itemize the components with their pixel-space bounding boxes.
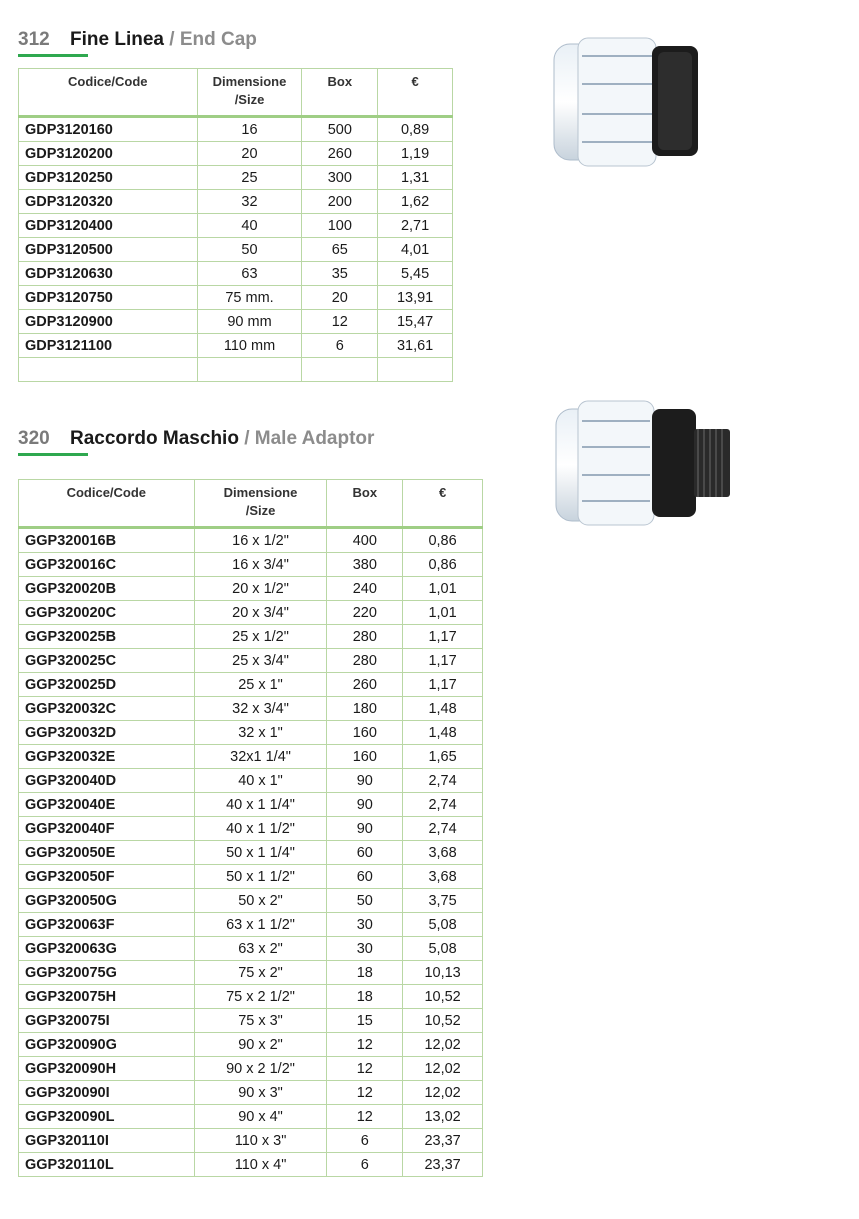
cell-code: GDP3120630: [19, 262, 198, 286]
cell-code: GDP3120320: [19, 190, 198, 214]
section-number: 320: [18, 428, 50, 449]
table-row: [19, 1153, 483, 1177]
cell-size: 50: [197, 238, 302, 262]
cell-size: 50 x 2": [194, 889, 327, 913]
cell-code: GGP320075I: [19, 1009, 195, 1033]
cell-box: 180: [327, 697, 403, 721]
table-row: [19, 166, 453, 190]
cell-price: 5,08: [403, 937, 483, 961]
cell-size: 32 x 1": [194, 721, 327, 745]
cell-box: 20: [302, 286, 378, 310]
cell-price: 1,62: [378, 190, 453, 214]
cell-box: 12: [327, 1057, 403, 1081]
cell-size: 16 x 1/2": [194, 528, 327, 553]
table-row: [19, 1105, 483, 1129]
cell-code: GGP320032E: [19, 745, 195, 769]
cell-price: 1,01: [403, 577, 483, 601]
cell-box: 260: [302, 142, 378, 166]
cell-code: GGP320020C: [19, 601, 195, 625]
cell-price: 13,91: [378, 286, 453, 310]
cell-price: 0,86: [403, 553, 483, 577]
table-row: [19, 649, 483, 673]
cell-box: 200: [302, 190, 378, 214]
cell-size: 75 x 2": [194, 961, 327, 985]
cell-price: 1,31: [378, 166, 453, 190]
cell-price: 10,52: [403, 985, 483, 1009]
cell-price: 5,45: [378, 262, 453, 286]
cell-box: 6: [327, 1153, 403, 1177]
cell-price: 13,02: [403, 1105, 483, 1129]
cell-size: 75 x 3": [194, 1009, 327, 1033]
header-size: [194, 480, 327, 528]
cell-code: GGP320050G: [19, 889, 195, 913]
cell-size: 75 x 2 1/2": [194, 985, 327, 1009]
table-row: [19, 817, 483, 841]
header-size-label: Dimensione /Size: [223, 485, 298, 518]
cell-code: GDP3120750: [19, 286, 198, 310]
table-row: [19, 577, 483, 601]
cell-price: 1,17: [403, 649, 483, 673]
cell-box: 500: [302, 117, 378, 142]
cell-price: 0,86: [403, 528, 483, 553]
section-title-underline: [18, 54, 88, 57]
cell-code: GGP320075H: [19, 985, 195, 1009]
cell-price: 1,01: [403, 601, 483, 625]
section-title-it: Fine Linea: [70, 29, 164, 50]
table-row: [19, 238, 453, 262]
cell-box: 100: [302, 214, 378, 238]
cell-box: 6: [327, 1129, 403, 1153]
header-price: €: [403, 480, 483, 528]
cell-price: 3,75: [403, 889, 483, 913]
cell-code: GGP320050F: [19, 865, 195, 889]
table-row: [19, 334, 453, 358]
section-end-cap: [18, 28, 257, 56]
cell-size: 90 mm: [197, 310, 302, 334]
cell-size: 32x1 1/4": [194, 745, 327, 769]
cell-size: [197, 358, 302, 382]
section-title: [18, 427, 374, 455]
table-row: [19, 528, 483, 553]
table-row: [19, 601, 483, 625]
header-box: Box: [302, 69, 378, 117]
cell-code: GGP320016B: [19, 528, 195, 553]
cell-code: GGP320040E: [19, 793, 195, 817]
table-row: [19, 142, 453, 166]
cell-size: 25 x 1": [194, 673, 327, 697]
header-box: Box: [327, 480, 403, 528]
cell-price: 5,08: [403, 913, 483, 937]
cell-box: 90: [327, 793, 403, 817]
cell-size: 40: [197, 214, 302, 238]
cell-size: 40 x 1 1/2": [194, 817, 327, 841]
cell-code: GGP320090I: [19, 1081, 195, 1105]
cell-size: 63 x 1 1/2": [194, 913, 327, 937]
section-title-en: End Cap: [179, 29, 257, 50]
cell-size: 110 x 4": [194, 1153, 327, 1177]
table-row: [19, 697, 483, 721]
table-header-row: [19, 69, 453, 117]
cell-size: 16 x 3/4": [194, 553, 327, 577]
table-row: [19, 673, 483, 697]
section-title-separator: /: [244, 428, 250, 449]
cell-code: GDP3120500: [19, 238, 198, 262]
cell-price: 10,13: [403, 961, 483, 985]
header-size: [197, 69, 302, 117]
cell-code: GGP320040F: [19, 817, 195, 841]
male-adaptor-table: [18, 479, 483, 1177]
cell-size: 16: [197, 117, 302, 142]
cell-box: 380: [327, 553, 403, 577]
cell-size: 63 x 2": [194, 937, 327, 961]
section-title-it: Raccordo Maschio: [70, 428, 239, 449]
cell-price: 1,17: [403, 673, 483, 697]
cell-price: 23,37: [403, 1153, 483, 1177]
table-row: [19, 913, 483, 937]
table-header-row: [19, 480, 483, 528]
cell-code: GDP3120900: [19, 310, 198, 334]
table-row: [19, 745, 483, 769]
table-row: [19, 553, 483, 577]
cell-code: GGP320040D: [19, 769, 195, 793]
cell-code: GGP320025D: [19, 673, 195, 697]
cell-price: 1,17: [403, 625, 483, 649]
cell-box: 400: [327, 528, 403, 553]
cell-code: GGP320025B: [19, 625, 195, 649]
table-row: [19, 358, 453, 382]
cell-code: GGP320020B: [19, 577, 195, 601]
header-size-label: Dimensione /Size: [212, 74, 287, 107]
cell-box: 30: [327, 913, 403, 937]
cell-box: 280: [327, 625, 403, 649]
cell-code: GGP320025C: [19, 649, 195, 673]
cell-code: GGP320110I: [19, 1129, 195, 1153]
cell-code: GDP3120250: [19, 166, 198, 190]
cell-size: 20 x 3/4": [194, 601, 327, 625]
cell-size: 32: [197, 190, 302, 214]
table-row: [19, 190, 453, 214]
header-code: Codice/Code: [19, 480, 195, 528]
cell-price: 1,48: [403, 721, 483, 745]
cell-price: 12,02: [403, 1033, 483, 1057]
cell-box: 60: [327, 865, 403, 889]
table-row: [19, 961, 483, 985]
section-title-en: Male Adaptor: [254, 428, 375, 449]
table-row: [19, 262, 453, 286]
cell-size: 90 x 2 1/2": [194, 1057, 327, 1081]
cell-code: GGP320090G: [19, 1033, 195, 1057]
cell-box: 15: [327, 1009, 403, 1033]
table-row: [19, 1081, 483, 1105]
table-row: [19, 721, 483, 745]
section-male-adaptor: [18, 427, 374, 455]
cell-size: 110 x 3": [194, 1129, 327, 1153]
cell-size: 90 x 4": [194, 1105, 327, 1129]
cell-box: 60: [327, 841, 403, 865]
cell-price: 3,68: [403, 865, 483, 889]
cell-code: GGP320110L: [19, 1153, 195, 1177]
cell-box: 65: [302, 238, 378, 262]
cell-box: 50: [327, 889, 403, 913]
cell-box: 280: [327, 649, 403, 673]
cell-code: GGP320063F: [19, 913, 195, 937]
cell-code: [19, 358, 198, 382]
table-row: [19, 769, 483, 793]
cell-price: 4,01: [378, 238, 453, 262]
cell-box: 30: [327, 937, 403, 961]
table-row: [19, 625, 483, 649]
header-price: €: [378, 69, 453, 117]
cell-price: 0,89: [378, 117, 453, 142]
cell-price: 15,47: [378, 310, 453, 334]
cell-box: 90: [327, 817, 403, 841]
cell-code: GDP3120200: [19, 142, 198, 166]
cell-code: GGP320090H: [19, 1057, 195, 1081]
table-row: [19, 117, 453, 142]
table-row: [19, 985, 483, 1009]
cell-box: 300: [302, 166, 378, 190]
cell-size: 32 x 3/4": [194, 697, 327, 721]
cell-price: 3,68: [403, 841, 483, 865]
cell-code: GGP320050E: [19, 841, 195, 865]
table-row: [19, 310, 453, 334]
cell-box: 12: [327, 1033, 403, 1057]
cell-box: 12: [302, 310, 378, 334]
cell-price: [378, 358, 453, 382]
cell-code: GGP320063G: [19, 937, 195, 961]
table-row: [19, 286, 453, 310]
cell-box: 18: [327, 985, 403, 1009]
table-row: [19, 937, 483, 961]
table-row: [19, 1033, 483, 1057]
cell-size: 25 x 3/4": [194, 649, 327, 673]
section-title: [18, 28, 257, 56]
table-row: [19, 793, 483, 817]
cell-code: GGP320032D: [19, 721, 195, 745]
cell-size: 20 x 1/2": [194, 577, 327, 601]
cell-size: 90 x 3": [194, 1081, 327, 1105]
cell-box: 90: [327, 769, 403, 793]
cell-price: 1,48: [403, 697, 483, 721]
cell-price: 23,37: [403, 1129, 483, 1153]
table-row: [19, 1057, 483, 1081]
cell-size: 110 mm: [197, 334, 302, 358]
table-row: [19, 1129, 483, 1153]
cell-size: 75 mm.: [197, 286, 302, 310]
cell-size: 90 x 2": [194, 1033, 327, 1057]
table-row: [19, 214, 453, 238]
section-number: 312: [18, 29, 50, 50]
section-title-separator: /: [169, 29, 175, 50]
cell-price: 31,61: [378, 334, 453, 358]
cell-box: 220: [327, 601, 403, 625]
cell-code: GGP320075G: [19, 961, 195, 985]
cell-box: 18: [327, 961, 403, 985]
cell-size: 25: [197, 166, 302, 190]
cell-size: 63: [197, 262, 302, 286]
cell-price: 2,74: [403, 793, 483, 817]
end-cap-photo: [548, 30, 708, 170]
table-row: [19, 865, 483, 889]
cell-price: 1,19: [378, 142, 453, 166]
cell-box: [302, 358, 378, 382]
section-title-underline: [18, 453, 88, 456]
cell-code: GGP320090L: [19, 1105, 195, 1129]
cell-size: 40 x 1 1/4": [194, 793, 327, 817]
header-code: Codice/Code: [19, 69, 198, 117]
cell-size: 50 x 1 1/2": [194, 865, 327, 889]
cell-box: 160: [327, 745, 403, 769]
cell-price: 2,71: [378, 214, 453, 238]
cell-code: GGP320016C: [19, 553, 195, 577]
cell-code: GDP3120400: [19, 214, 198, 238]
cell-code: GDP3120160: [19, 117, 198, 142]
cell-box: 160: [327, 721, 403, 745]
cell-box: 12: [327, 1081, 403, 1105]
cell-price: 12,02: [403, 1057, 483, 1081]
cell-box: 260: [327, 673, 403, 697]
cell-price: 2,74: [403, 817, 483, 841]
end-cap-table: [18, 68, 453, 382]
cell-box: 35: [302, 262, 378, 286]
cell-price: 2,74: [403, 769, 483, 793]
cell-code: GDP3121100: [19, 334, 198, 358]
cell-box: 240: [327, 577, 403, 601]
cell-price: 12,02: [403, 1081, 483, 1105]
table-row: [19, 889, 483, 913]
cell-price: 1,65: [403, 745, 483, 769]
cell-size: 25 x 1/2": [194, 625, 327, 649]
cell-size: 40 x 1": [194, 769, 327, 793]
table-row: [19, 841, 483, 865]
cell-box: 12: [327, 1105, 403, 1129]
cell-price: 10,52: [403, 1009, 483, 1033]
table-row: [19, 1009, 483, 1033]
cell-code: GGP320032C: [19, 697, 195, 721]
cell-size: 50 x 1 1/4": [194, 841, 327, 865]
male-adaptor-photo: [548, 395, 738, 530]
cell-box: 6: [302, 334, 378, 358]
cell-size: 20: [197, 142, 302, 166]
